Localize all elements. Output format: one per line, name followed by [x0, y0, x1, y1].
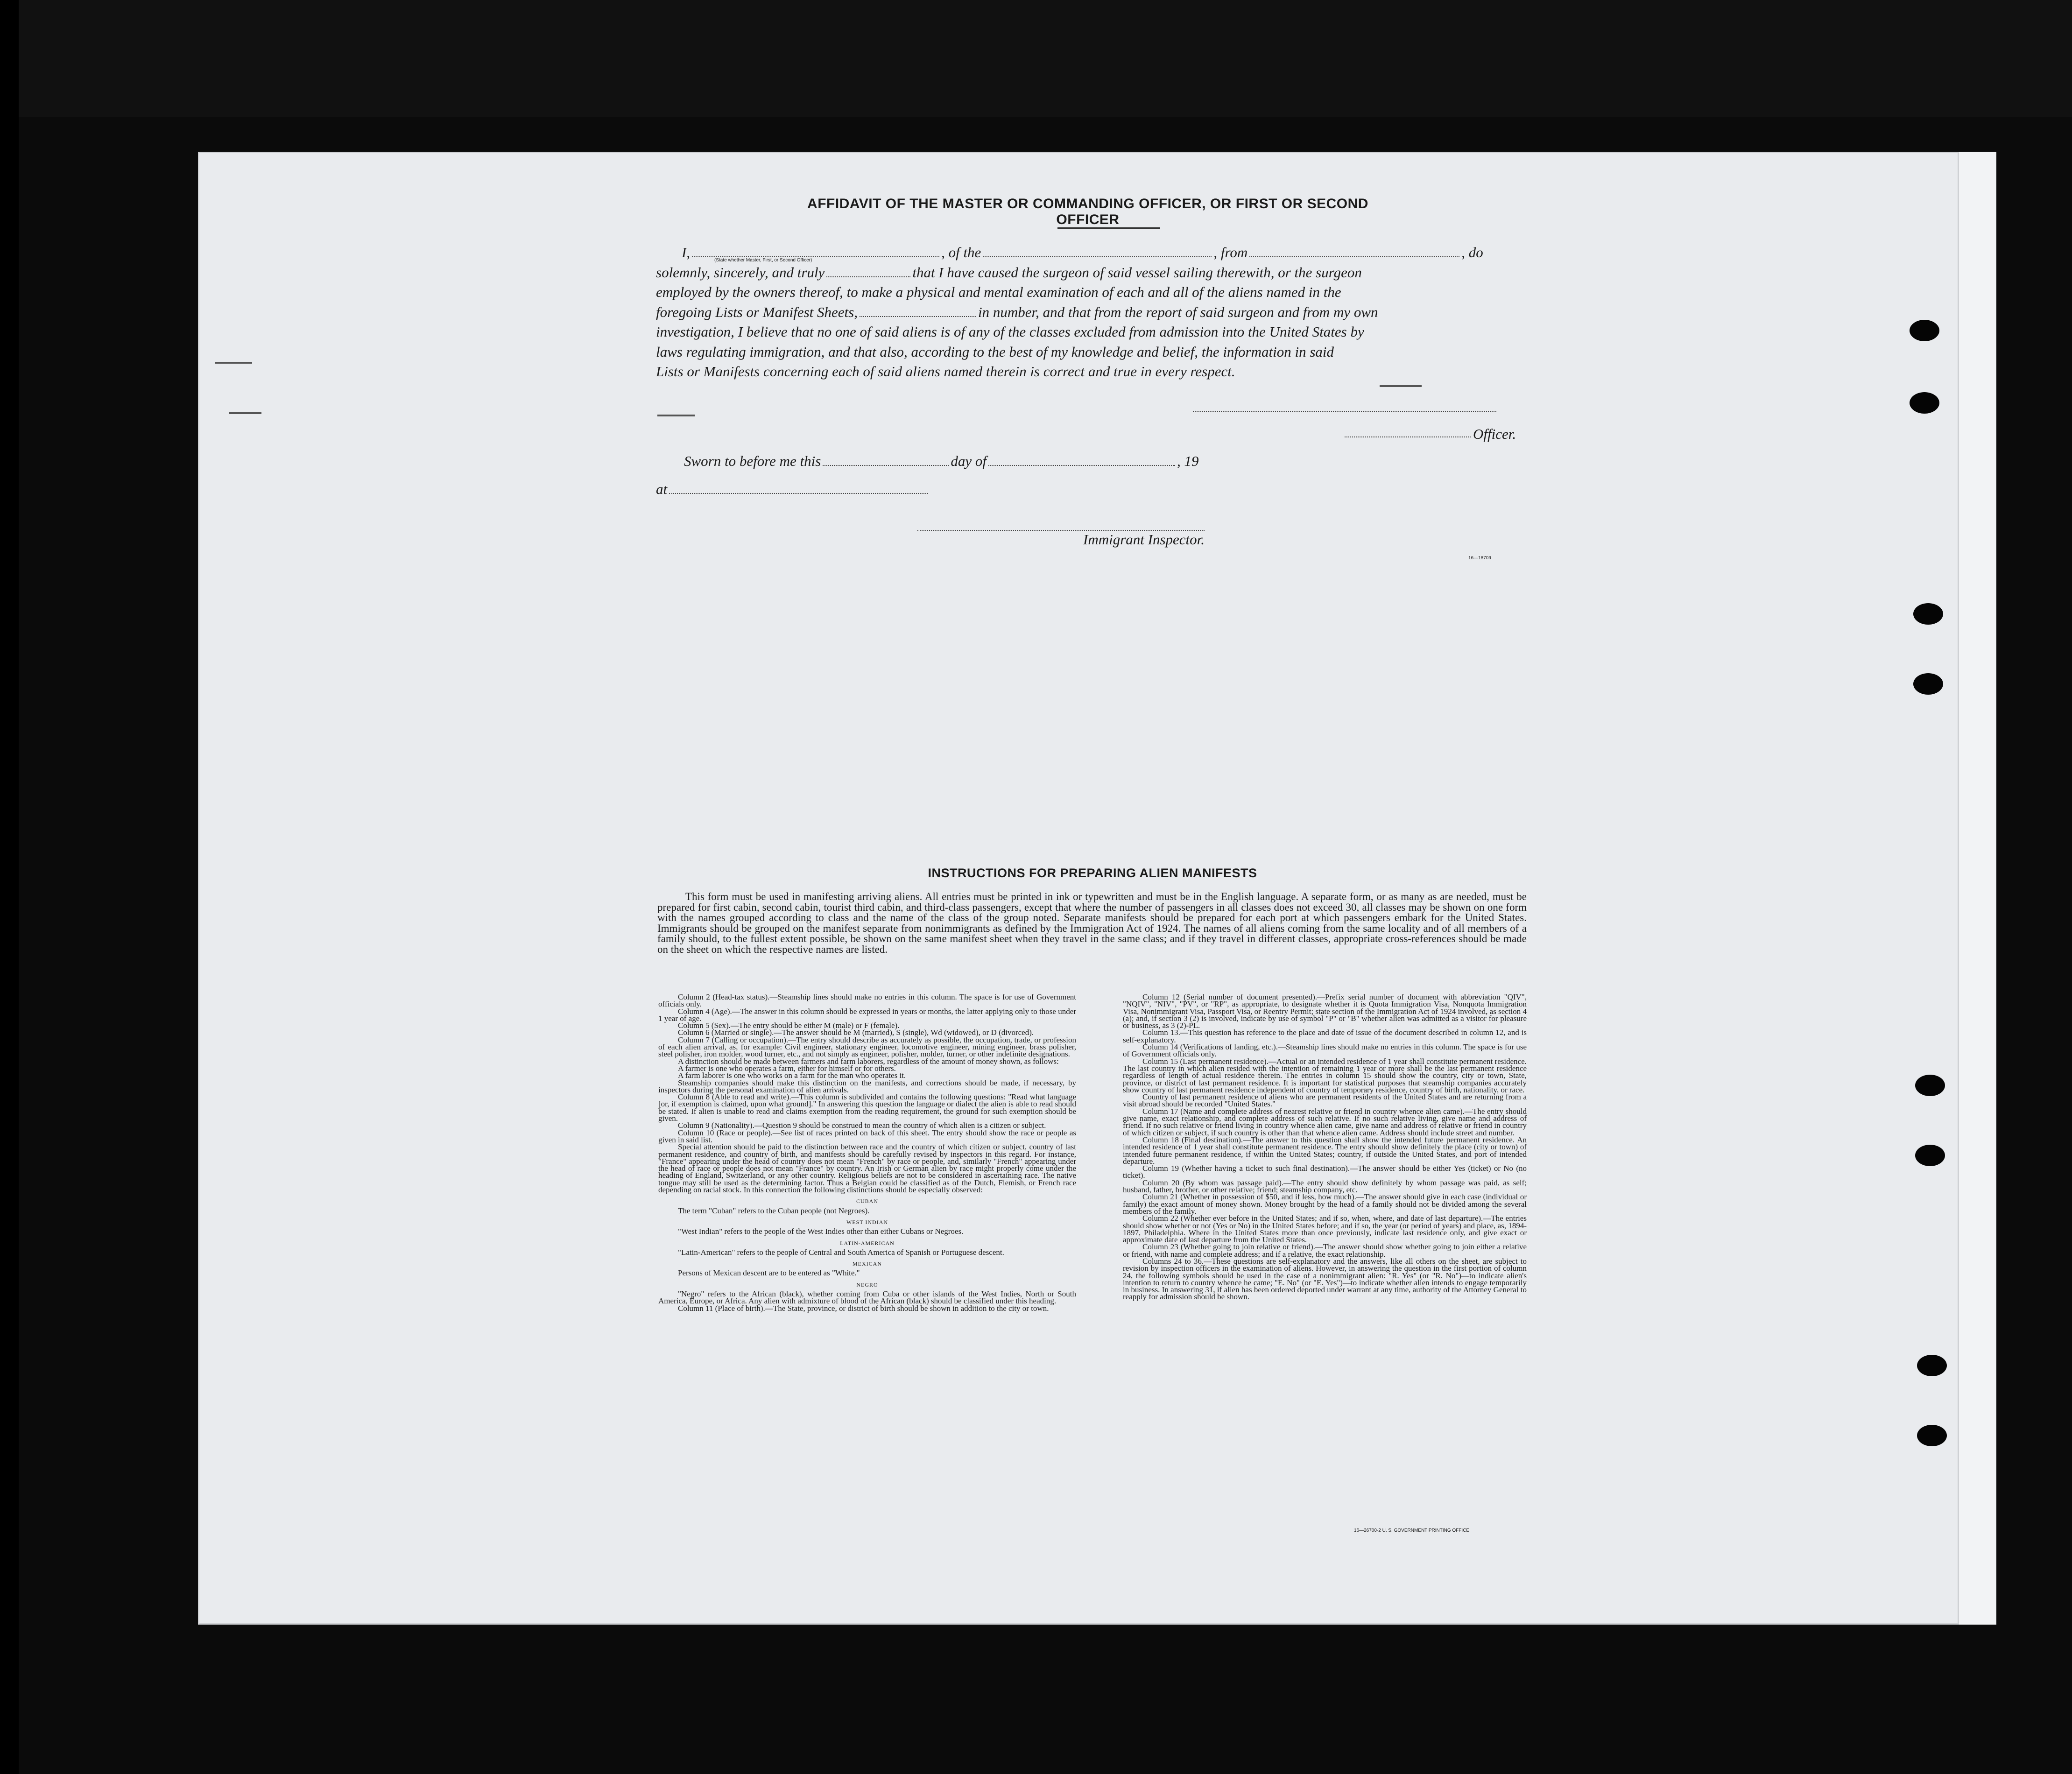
race-definition: The term "Cuban" refers to the Cuban people (not Negroes).: [678, 1206, 870, 1215]
race-heading: LATIN-AMERICAN: [840, 1239, 895, 1246]
instruction-para: Column 20 (By whom was passage paid).—The entry should show definitely by whom passage was paid, as self; husband, father, brother, or other relative; friend; steamship company, etc.: [1123, 1178, 1527, 1195]
port-from-field[interactable]: [1249, 256, 1459, 257]
affidavit-line-6: laws regulating immigration, and that also, according to the best of my knowledge and belief, the information in said: [656, 343, 1334, 360]
inspector-signature-line[interactable]: [917, 530, 1205, 531]
form-number: 16—18709: [1468, 556, 1491, 561]
instructions-intro: This form must be used in manifesting arriving aliens. All entries must be printed in ink or typewritten and must be in the English language. A separate form, or as many as are needed, must be prepared for first cabin, second cabin, tourist third cabin, and third-class passengers, except that where the number of passengers in all classes does not exceed 30, all classes may be shown on one form with the names grouped according to class and the name of the class of the group noted. Separate manifests should be prepared for each port at which passengers embark for the United States. Immigrants should be grouped on the manifest separate from nonimmigrants as defined by the Immigration Act of 1924. The names of all aliens coming from the same locality and of all members of a family should, to the fullest extent possible, be shown on the same manifest sheet when they travel in the same class; and if they travel in different classes, appropriate cross-references should be made on the sheet on which the respective names are listed.: [657, 891, 1527, 955]
sworn-month-field[interactable]: [988, 465, 1175, 466]
affidavit-line-4: foregoing Lists or Manifest Sheets, in number, and that from the report of said surgeon and from my own: [656, 303, 1378, 320]
affidavit-line-5: investigation, I believe that no one of said aliens is of any of the classes excluded from admission into the United States by: [656, 324, 1364, 340]
instruction-para: A farmer is one who operates a farm, either for himself or for others.: [678, 1063, 896, 1073]
instruction-para: Column 11 (Place of birth).—The State, province, or district of birth should be shown in addition to the city or town.: [678, 1303, 1049, 1313]
instruction-para: Column 8 (Able to read and write).—This column is subdivided and contains the following questions: "Read what language [or, if exemption is claimed, upon what ground]." In answering this question the language or dialect the alien is able to read should be stated. If alien is unable to read and claims exemption from the reading requirement, the ground for such exemption should be given.: [658, 1092, 1076, 1123]
punch-hole: [1913, 603, 1943, 625]
race-heading: WEST INDIAN: [846, 1218, 888, 1225]
officer-title-field[interactable]: [692, 256, 939, 257]
instruction-para: Column 7 (Calling or occupation).—The entry should describe as accurately as possible, the occupation, trade, or profession of each alien arrival, as, for example: Civil engineer, stationary engineer, locomotive engineer, mining engineer, brass polisher, steel polisher, iron molder, wood turner, etc., and not simply as engineer, polisher, molder, turner, or other indefinite designations.: [658, 1035, 1076, 1059]
at-line: at: [656, 481, 930, 498]
sworn-place-field[interactable]: [669, 493, 928, 494]
affidavit-line-2: solemnly, sincerely, and truly that I have caused the surgeon of said vessel sailing therewith, or the surgeon: [656, 264, 1362, 281]
sheet-margin-right: [1959, 152, 1996, 1625]
stray-mark: [657, 415, 695, 416]
punch-hole: [1915, 1075, 1945, 1096]
instruction-para: Column 19 (Whether having a ticket to such final destination).—The answer should be either Yes (ticket) or No (no ticket).: [1123, 1164, 1527, 1180]
title-note: (State whether Master, First, or Second Officer): [714, 258, 812, 263]
instruction-para: Special attention should be paid to the distinction between race and the country of which citizen or subject, country of last permanent residence, and country of birth, and manifests should be carefully revised by inspectors in this regard. For instance, "France" appearing under the head of country does not mean "French" by race or people, and, similarly "French" appearing under the head of race or people does not mean "France" by country. An Irish or German alien by race might properly come under the heading of England, Switzerland, or any other country. Religious beliefs are not to be considered in ascertaining race. The native tongue may still be used as the determining factor. Thus a Belgian could be classified as of the Dutch, Flemish, or French race depending on racial stock. In this connection the following distinctions should be especially observed:: [658, 1142, 1076, 1195]
instructions-title: INSTRUCTIONS FOR PREPARING ALIEN MANIFESTS: [928, 866, 1257, 880]
instruction-para: Column 17 (Name and complete address of nearest relative or friend in country whence alien came).—The entry should give name, exact relationship, and complete address of such relative. If no such relative living, give name and address of friend. If no such relative or friend living in country whence alien came, give name and address of relative or friend in country of which citizen or subject, if such country is other than that whence alien came. Address should include street and number.: [1123, 1106, 1527, 1137]
instruction-para: Column 12 (Serial number of document presented).—Prefix serial number of document with abbreviation "QIV", "NQIV", "NIV", "PV", or "RP", as appropriate, to designate whether it is Quota Immigration Visa, Nonquota Immigration Visa, Nonimmigrant Visa, Passport Visa, or Reentry Permit; state section of the Immigration Act of 1924 involved, as section 4 (a); and, if section 3 (2) is involved, indicate by use of symbol "P" or "B" whether alien was admitted as a visitor for pleasure or business, as 3 (2)-PL.: [1123, 993, 1527, 1030]
race-heading: MEXICAN: [853, 1260, 882, 1267]
race-definition: "West Indian" refers to the people of the West Indies other than either Cubans or Negroes.: [678, 1227, 964, 1236]
film-border-left: [0, 0, 19, 1774]
punch-hole: [1913, 673, 1943, 695]
affidavit-title: AFFIDAVIT OF THE MASTER OR COMMANDING OFFICER, OR FIRST OR SECOND OFFICER: [807, 196, 1368, 227]
officer-signature-line[interactable]: [1345, 436, 1471, 437]
printing-office-imprint: 16—26700-2 U. S. GOVERNMENT PRINTING OFFICE: [1354, 1528, 1470, 1533]
punch-hole: [1910, 392, 1939, 414]
affidavit-body: [656, 243, 1524, 382]
race-definition: Persons of Mexican descent are to be entered as "White.": [678, 1268, 860, 1278]
film-border-top: [19, 0, 2072, 117]
stray-mark: [215, 362, 252, 364]
instruction-para: Column 9 (Nationality).—Question 9 should be construed to mean the country of which alien is a citizen or subject.: [678, 1121, 1046, 1130]
affidavit-line-7: Lists or Manifests concerning each of said aliens named therein is correct and true in every respect.: [656, 363, 1235, 380]
race-heading: NEGRO: [856, 1281, 878, 1288]
instruction-para: Column 4 (Age).—The answer in this column should be expressed in years or months, the latter applying only to those under 1 year of age.: [658, 1007, 1076, 1023]
instruction-para: Column 5 (Sex).—The entry should be either M (male) or F (female).: [678, 1021, 900, 1030]
punch-hole: [1917, 1355, 1947, 1376]
instruction-para: Column 10 (Race or people).—See list of races printed on back of this sheet. The entry should show the race or people as given in said list.: [658, 1128, 1076, 1144]
instruction-para: Column 2 (Head-tax status).—Steamship lines should make no entries in this column. The space is for use of Government officials only.: [658, 993, 1076, 1009]
punch-hole: [1915, 1145, 1945, 1166]
instruction-para: Column 13.—This question has reference to the place and date of issue of the document described in column 12, and is self-explanatory.: [1123, 1028, 1527, 1044]
instruction-para: Steamship companies should make this distinction on the manifests, and corrections should be made, if necessary, by inspectors during the personal examination of alien arrivals.: [658, 1078, 1076, 1094]
vessel-name-field[interactable]: [983, 256, 1212, 257]
instruction-para: Column 23 (Whether going to join relative or friend).—The answer should show whether going to join either a relative or friend, with name and complete address; and if a relative, the exact relationship.: [1123, 1242, 1527, 1259]
instruction-para: Column 6 (Married or single).—The answer should be M (married), S (single), Wd (widowed), or D (divorced).: [678, 1028, 1034, 1037]
stray-mark: [229, 412, 261, 414]
aff-fill[interactable]: [826, 276, 910, 277]
punch-hole: [1917, 1425, 1947, 1446]
affidavit-line-3: employed by the owners thereof, to make a physical and mental examination of each and all of the aliens named in the: [656, 284, 1341, 300]
inspector-label: Immigrant Inspector.: [1083, 531, 1205, 548]
instruction-para: Column 14 (Verifications of landing, etc.).—Steamship lines should make no entries in this column. The space is for use of Government officials only.: [1123, 1042, 1527, 1059]
signature-line[interactable]: [1193, 411, 1496, 412]
sworn-day-field[interactable]: [823, 465, 949, 466]
officer-label: Officer.: [1473, 426, 1516, 442]
instruction-para: A farm laborer is one who works on a farm for the man who operates it.: [678, 1071, 906, 1080]
sworn-line: Sworn to before me this day of , 19: [684, 453, 1199, 469]
affidavit-line-1: I, , of the , from , do: [682, 244, 1483, 260]
punch-hole: [1910, 320, 1939, 341]
race-heading: CUBAN: [856, 1198, 878, 1205]
sheet-count-field[interactable]: [860, 316, 976, 317]
instruction-para: Column 22 (Whether ever before in the United States; and if so, when, where, and date of last departure).—The entries should show whether or not (Yes or No) in the United States before; and if so, the year (or period of years) and place, as, 1894-1897, Philadelphia. Where in the United States more than once previously, indicate last residence only, and give exact or approximate date of last departure from the United States.: [1123, 1214, 1527, 1245]
title-rule: [1057, 227, 1160, 229]
instruction-para: Country of last permanent residence of aliens who are permanent residents of the United States and are returning from a visit abroad should be recorded "United States.": [1123, 1092, 1527, 1109]
instruction-para: Columns 24 to 36.—These questions are self-explanatory and the answers, like all others on the sheet, are subject to revision by inspection officers in the examination of aliens. However, in answering the question in the first portion of column 24, the following symbols should be used in the case of a nonimmigrant alien: "R. Yes" (or "R. No")—to indicate alien's intention to return to country whence he came; "E. No" (or "E. Yes")—to indicate whether alien intends to engage temporarily in business. In answering 31, if alien has been ordered deported under warrant at any time, authority of the Attorney General to reapply for admission should be shown.: [1123, 1256, 1527, 1302]
instruction-para: Column 15 (Last permanent residence).—Actual or an intended residence of 1 year shall constitute permanent residence. The last country in which alien resided with the intention of remaining 1 year or more shall be the last permanent residence regardless of length of actual residence therein. The entries in column 15 should show the country, city or town, State, province, or district of last permanent residence. It is important for statistical purposes that steamship companies accurately show country of last permanent residence independent of country of temporary residence, country of birth, nationality, or race.: [1123, 1056, 1527, 1094]
instructions-left-column: [658, 993, 1076, 1312]
race-definition: "Latin-American" refers to the people of Central and South America of Spanish or Portuguese descent.: [678, 1247, 1004, 1257]
instruction-para: A distinction should be made between farmers and farm laborers, regardless of the amount of money shown, as follows:: [678, 1056, 1059, 1066]
instructions-right-column: [1123, 993, 1527, 1301]
instruction-para: Column 18 (Final destination).—The answer to this question shall show the intended future permanent residence. An intended residence of 1 year shall constitute permanent residence. The entry should show definitely the place (city or town) of intended future permanent residence, if within the United States; country, if outside the United States, and port of intended departure.: [1123, 1135, 1527, 1166]
race-definition: "Negro" refers to the African (black), whether coming from Cuba or other islands of the West Indies, North or South America, Europe, or Africa. Any alien with admixture of blood of the African (black) should be classified under this heading.: [658, 1289, 1076, 1306]
instruction-para: Column 21 (Whether in possession of $50, and if less, how much).—The answer should give in each case (individual or family) the exact amount of money shown. Money brought by the head of a family should not be divided among the several members of the family.: [1123, 1192, 1527, 1216]
stray-mark: [1380, 385, 1422, 387]
